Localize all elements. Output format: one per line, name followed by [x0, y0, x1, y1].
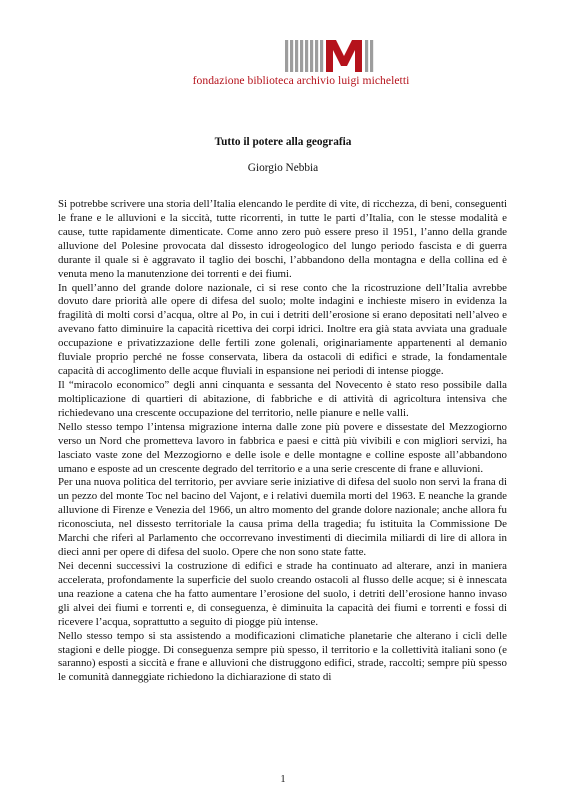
paragraph: Nello stesso tempo l’intensa migrazione interna dalle zone più povere e dissestate del Mezzogiorno verso un Nord che prometteva lavoro in fabbrica e paesi e città più vivibili e con migliori servizi, ha lasciato vaste zone del Mezzogiorno e delle isole e delle montagne e colline esposte all’abbandono umano e esposte ad un crescente degrado del territorio e a una serie crescente di frane e alluvioni.: [58, 420, 507, 475]
paragraph: Per una nuova politica del territorio, per avviare serie iniziative di difesa del suolo non servì la frana di un pezzo del monte Toc nel bacino del Vajont, e i relativi duemila morti del 1963. E neanche la grande alluvione di Firenze e Venezia del 1966, un altro momento del grande dolore nazionale; anche allora fu riconosciuta, nel dissesto territoriale la causa prima della tragedia; fu istituita la Commissione De Marchi che riferì al Parlamento che occorrevano investimenti di diecimila miliardi di lire di allora in dieci anni per opere di difesa del suolo. Opere che non sono state fatte.: [58, 476, 507, 559]
document-body: [58, 198, 507, 685]
paragraph: Nei decenni successivi la costruzione di edifici e strade ha continuato ad alterare, anzi in maniera accelerata, profondamente la superficie del suolo creando ostacoli al flusso delle acque; si è innescata una reazione a catena che ha fatto aumentare l’erosione del suolo, i detriti dell’erosione hanno invaso gli alvei dei fiumi e torrenti e, di conseguenza, è diminuita la capacità dei fiumi e torrenti e fossi di ricevere l’acqua, soprattutto a seguito di piogge più intense.: [58, 559, 507, 628]
paragraph: In quell’anno del grande dolore nazionale, ci si rese conto che la ricostruzione dell’Italia avrebbe dovuto dare priorità alle opere di difesa del suolo; molte indagini e inchieste misero in evidenza la fragilità di molti corsi d’acqua, oltre al Po, in cui i detriti dell’erosione si erano depositati nell’alveo e avevano fatto diminuire la capacità ricettiva dei corpi idrici. Inoltre era già stata avviata una graduale occupazione e privatizzazione delle fertili zone golenali, originariamente appartenenti al demanio fluviale proprio perché ne fosse conservata, libera da ostacoli di edifici e strade, la fondamentale capacità di accoglimento delle acque fluviali in espansione nei periodi di intense piogge.: [58, 281, 507, 378]
paragraph: Il “miracolo economico” degli anni cinquanta e sessanta del Novecento è stato reso possibile dalla moltiplicazione di quartieri di abitazione, di fabbriche e di attività di agricoltura intensiva che richiedevano una crescente occupazione del territorio, nelle pianure e nelle valli.: [58, 378, 507, 419]
paragraph: Nello stesso tempo si sta assistendo a modificazioni climatiche planetarie che alterano i cicli delle stagioni e delle piogge. Di conseguenza sempre più spesso, il territorio e la collettività italiani sono (e saranno) esposti a siccità e frane e alluvioni che distruggono edifici, strade, raccolti; sempre più spesso le comunità danneggiate richiedono la dichiarazione di stato di: [58, 629, 507, 684]
paragraph: Si potrebbe scrivere una storia dell’Italia elencando le perdite di vite, di ricchezza, di beni, conseguenti le frane e le alluvioni e la siccità, tutte ricorrenti, in tutte le parti d’Italia, con le stesse modalità e cause, tutte rapidamente dimenticate. Come anno zero può essere preso il 1951, l’anno della grande alluvione del Polesine provocata dal dissesto idrogeologico del lungo periodo fascista e di guerra durante il quale si è aggravato il taglio dei boschi, l’abbandono della montagna e della collina ed è venuta meno la manutenzione dei torrenti e dei fiumi.: [58, 198, 507, 280]
document-title: Tutto il potere alla geografia: [214, 136, 352, 148]
logo-caption: fondazione biblioteca archivio luigi micheletti: [192, 74, 410, 87]
page-number: 1: [280, 774, 286, 785]
foundation-logo: [0, 38, 566, 86]
logo-mark-icon: [285, 38, 381, 74]
document-author: Giorgio Nebbia: [247, 162, 319, 174]
